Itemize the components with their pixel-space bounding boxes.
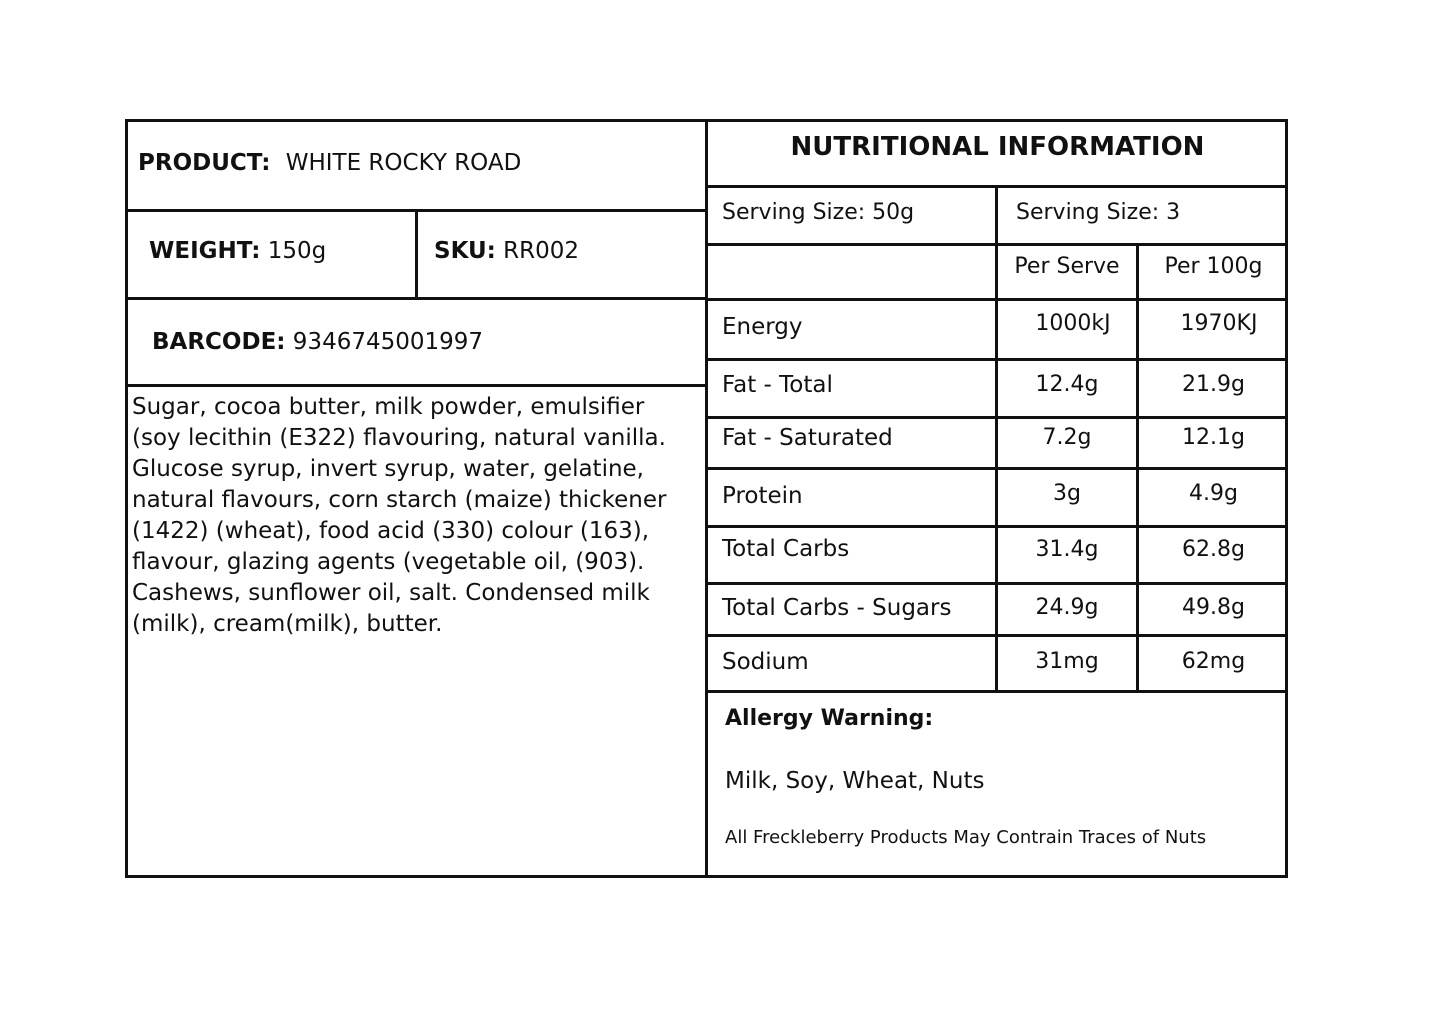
nutrient-per-serve: 24.9g <box>1035 595 1099 620</box>
nutrient-per-100g: 62mg <box>1181 649 1246 674</box>
nutrient-per-100g: 12.1g <box>1182 425 1245 450</box>
weight-field <box>149 238 326 264</box>
barcode-value: 9346745001997 <box>292 329 484 355</box>
nutrient-per-100g: 4.9g <box>1189 481 1238 506</box>
allergy-title: Allergy Warning: <box>725 706 934 731</box>
header-per-100g: Per 100g <box>1164 254 1263 279</box>
nutrient-per-serve: 31mg <box>1035 649 1099 674</box>
nutrient-per-100g: 62.8g <box>1182 537 1245 562</box>
ingredients-line: Sugar, cocoa butter, milk powder, emulsifier <box>132 394 645 420</box>
nutrient-per-serve: 31.4g <box>1035 537 1099 562</box>
servings-per-pack: Serving Size: 3 <box>1016 200 1181 225</box>
product-value: WHITE ROCKY ROAD <box>285 150 522 176</box>
allergy-note: All Freckleberry Products May Contrain Traces of Nuts <box>725 827 1207 848</box>
ingredients-text <box>132 392 707 640</box>
weight-label: WEIGHT: <box>149 238 261 264</box>
ingredients-line: (soy lecithin (E322) flavouring, natural vanilla. <box>132 425 666 451</box>
weight-value: 150g <box>267 238 327 264</box>
sku-field <box>434 238 579 264</box>
nutrition-title: NUTRITIONAL INFORMATION <box>790 132 1205 162</box>
divider <box>415 209 418 299</box>
ingredients-line: flavour, glazing agents (vegetable oil, (903). <box>132 549 645 575</box>
barcode-field <box>152 329 483 355</box>
nutrient-name: Fat - Total <box>722 372 833 398</box>
nutrient-per-serve: 7.2g <box>1042 425 1092 450</box>
nutrient-per-100g: 21.9g <box>1182 372 1245 397</box>
ingredients-line: natural flavours, corn starch (maize) thickener <box>132 487 667 513</box>
nutrient-per-100g: 49.8g <box>1182 595 1245 620</box>
serving-size: Serving Size: 50g <box>722 200 915 225</box>
barcode-label: BARCODE: <box>152 329 286 355</box>
divider <box>125 297 707 300</box>
nutrient-name: Protein <box>722 483 803 509</box>
nutrient-name: Sodium <box>722 649 809 675</box>
nutrient-name: Energy <box>722 314 803 340</box>
sku-value: RR002 <box>503 238 580 264</box>
allergy-list: Milk, Soy, Wheat, Nuts <box>725 768 985 794</box>
nutrient-name: Fat - Saturated <box>722 425 893 451</box>
nutrient-name: Total Carbs <box>722 536 850 562</box>
nutrient-per-100g: 1970KJ <box>1180 311 1258 336</box>
ingredients-line: (milk), cream(milk), butter. <box>132 611 443 637</box>
header-per-serve: Per Serve <box>1014 254 1120 279</box>
ingredients-line: Glucose syrup, invert syrup, water, gelatine, <box>132 456 644 482</box>
nutrient-name: Total Carbs - Sugars <box>722 595 952 621</box>
product-label: PRODUCT: <box>138 150 271 176</box>
ingredients-line: (1422) (wheat), food acid (330) colour (163), <box>132 518 650 544</box>
nutrient-per-serve: 12.4g <box>1035 372 1099 397</box>
divider <box>125 384 707 387</box>
ingredients-line: Cashews, sunflower oil, salt. Condensed milk <box>132 580 650 606</box>
nutrient-per-serve: 3g <box>1053 481 1081 506</box>
nutrient-per-serve: 1000kJ <box>1035 311 1111 336</box>
product-field <box>138 150 521 176</box>
sku-label: SKU: <box>434 238 496 264</box>
